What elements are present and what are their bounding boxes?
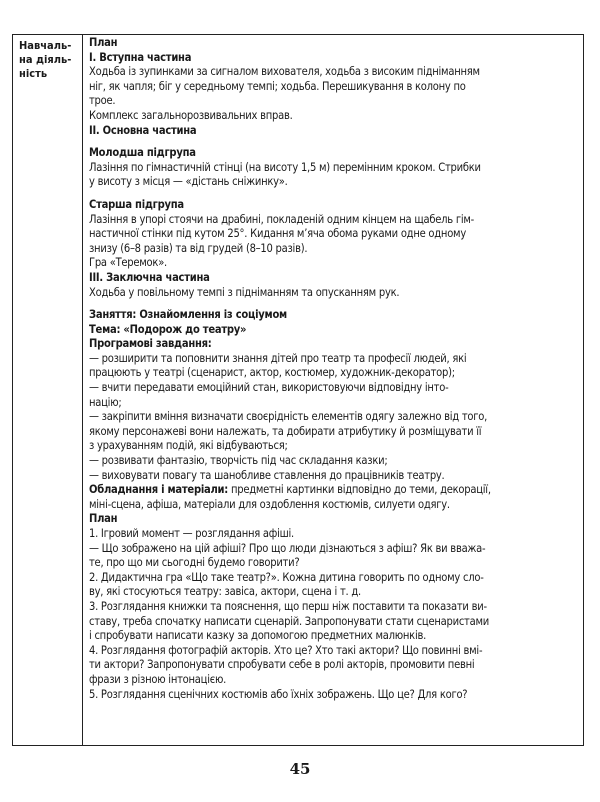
text-line: — вчити передавати емоційний стан, використовуючи відповідну інто- [89, 381, 449, 395]
text-line: те, про що ми сьогодні будемо говорити? [89, 556, 300, 570]
text-line: 1. Ігровий момент — розглядання афіші. [89, 527, 294, 540]
text-line: націю; [89, 395, 122, 409]
section-heading: План [89, 512, 118, 526]
text-line: знизу (6–8 разів) та від грудей (8–10 разів). [89, 241, 308, 255]
section-heading: І. Вступна частина [89, 50, 192, 64]
section-heading: Тема: «Подорож до театру» [89, 322, 247, 336]
activity-column [13, 35, 83, 745]
lesson-content [83, 35, 583, 745]
section-heading: ІІ. Основна частина [89, 123, 197, 137]
text-line: Ходьба із зупинками за сигналом вихователя, ходьба з високим підніманням [89, 65, 480, 79]
text-line: — виховувати повагу та шанобливе ставлення до працівників театру. [89, 468, 445, 482]
text-line: ву, які стосуються театру: завіса, актори, сцена і т. д. [89, 585, 361, 599]
text-line: і спробувати написати казку за допомогою предметних малюнків. [89, 629, 427, 643]
text-line: міні-сцена, афіша, матеріали для оздоблення костюмів, силуети одягу. [89, 497, 450, 511]
text-line: ти актори? Запропонувати спробувати себе в ролі акторів, промовити певні [89, 658, 475, 672]
text-line: Лазіння по гімнастичній стінці (на висоту 1,5 м) перемінним кроком. Стрибки [89, 160, 481, 174]
text-line: — розвивати фантазію, творчість під час складання казки; [89, 454, 388, 468]
text-line: — Що зображено на цій афіші? Про що люди дізнаються з афіш? Як ви вважа- [89, 541, 486, 555]
text-line: 5. Розглядання сценічних костюмів або їхніх зображень. Що це? Для кого? [89, 687, 468, 701]
text-line: 2. Дидактична гра «Що таке театр?». Кожна дитина говорить по одному сло- [89, 570, 484, 584]
text-line: Лазіння в упорі стоячи на драбині, покладеній одним кінцем на щабель гім- [89, 212, 474, 226]
section-heading: ІІІ. Заключна частина [89, 270, 210, 284]
text-line: якому персонажеві вони належать, та добирати атрибутику й розміщувати її [89, 424, 482, 438]
text-line: Комплекс загальнорозвивальних вправ. [89, 108, 293, 122]
text-line: 4. Розглядання фотографій акторів. Хто це? Хто такі актори? Що повинні вмі- [89, 643, 483, 657]
page-number: 45 [289, 760, 311, 778]
text-line: Ходьба у повільному темпі з підніманням та опусканням рук. [89, 285, 400, 299]
text-line: працюють у театрі (сценарист, актор, костюмер, художник-декоратор); [89, 366, 455, 380]
text-line: 3. Розглядання книжки та пояснення, що перш ніж поставити та показати ви- [89, 599, 487, 613]
section-heading: План [89, 36, 118, 49]
section-heading: Заняття: Ознайомлення із соціумом [89, 308, 287, 322]
section-heading: Програмові завдання: [89, 337, 212, 351]
lesson-table [12, 34, 584, 746]
text-line: у висоту з місця — «дістань сніжинку». [89, 175, 288, 189]
section-heading: Молодша підгрупа [89, 146, 196, 160]
text-line: Обладнання і матеріали: предметні картинки відповідно до теми, декорації, [89, 483, 491, 497]
text-line: фрази з різною інтонацією. [89, 672, 227, 686]
lead-label: Обладнання і матеріали: [89, 483, 229, 497]
section-heading: Старша підгрупа [89, 197, 184, 211]
text-line: Гра «Теремок». [89, 256, 167, 270]
activity-header: Навчаль-на діяль-ність [19, 39, 72, 80]
text-line: з урахуванням подій, які відбуваються; [89, 439, 288, 453]
text-line: — закріпити вміння визначати своєрідність елементів одягу залежно від того, [89, 410, 487, 424]
text-line: — розширити та поповнити знання дітей про театр та професії людей, які [89, 351, 467, 365]
text-line: ставу, треба спочатку написати сценарій. Запропонувати стати сценаристами [89, 614, 489, 628]
text-line: ніг, як чапля; біг у середньому темпі; ходьба. Перешикування в колону по [89, 79, 466, 93]
text-line: трое. [89, 94, 116, 108]
text-line: настичної стінки під кутом 25°. Кидання м’яча обома руками одне одному [89, 227, 466, 241]
